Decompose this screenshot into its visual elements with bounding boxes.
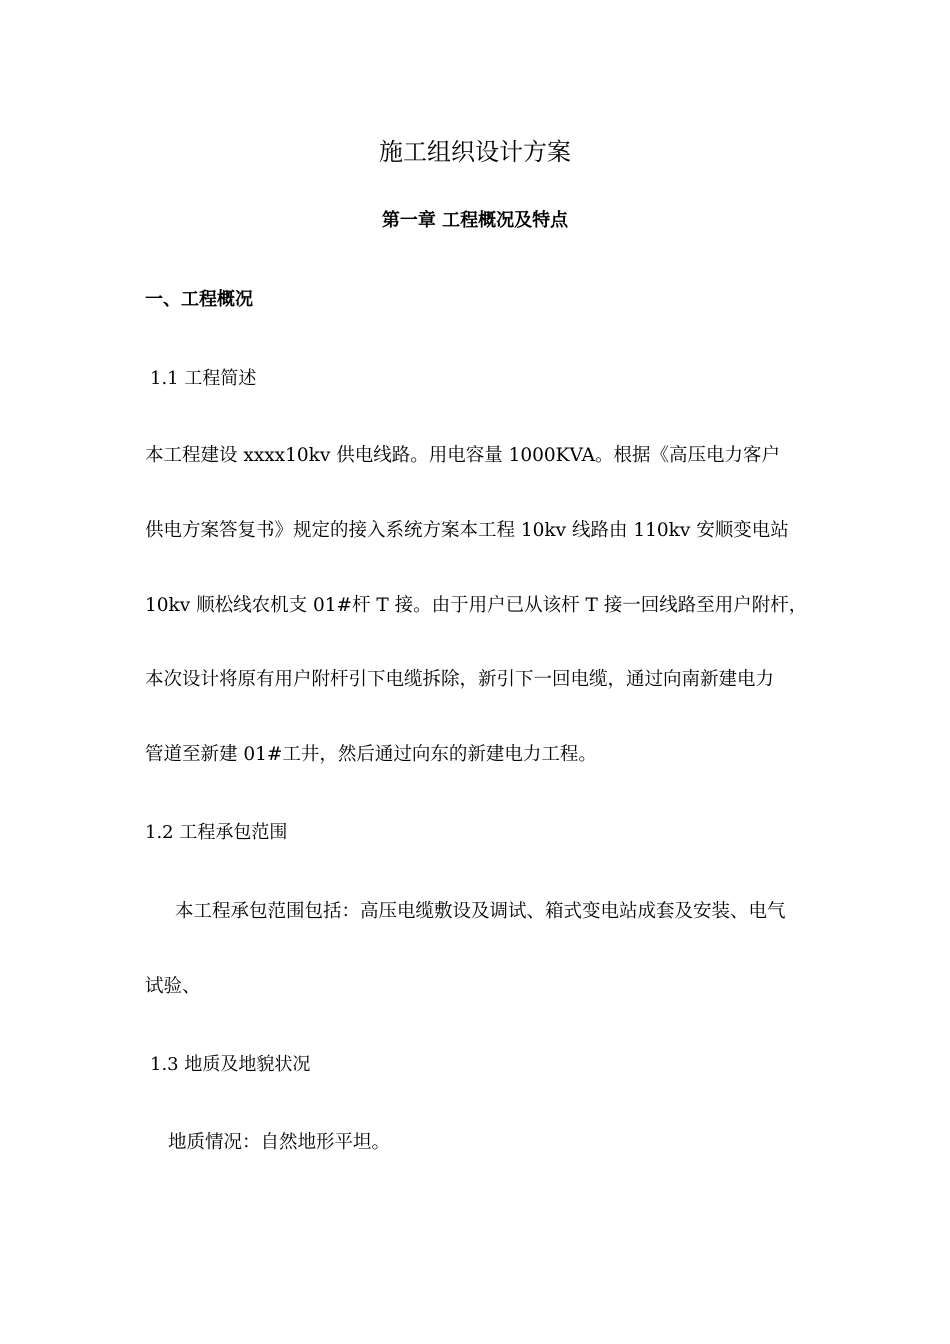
paragraph-line: 试验、 bbox=[145, 976, 201, 997]
paragraph-line: 10kv 顺松线农机支 01#杆 T 接。由于用户已从该杆 T 接一回线路至用户附杆， bbox=[145, 595, 808, 616]
paragraph-line: 管道至新建 01#工井，然后通过向东的新建电力工程。 bbox=[145, 744, 597, 765]
paragraph-line: 地质情况：自然地形平坦。 bbox=[168, 1132, 391, 1153]
subsection-heading-1-1: 1.1 工程简述 bbox=[150, 368, 257, 389]
paragraph-line: 本次设计将原有用户附杆引下电缆拆除，新引下一回电缆，通过向南新建电力 bbox=[145, 669, 775, 690]
subsection-heading-1-2: 1.2 工程承包范围 bbox=[145, 822, 288, 843]
paragraph-line: 本工程建设 xxxx10kv 供电线路。用电容量 1000KVA。根据《高压电力客户 bbox=[145, 445, 780, 466]
document-title: 施工组织设计方案 bbox=[379, 138, 571, 166]
paragraph-line: 供电方案答复书》规定的接入系统方案本工程 10kv 线路由 110kv 安顺变电站 bbox=[145, 520, 789, 541]
subsection-heading-1-3: 1.3 地质及地貌状况 bbox=[150, 1054, 311, 1075]
chapter-heading: 第一章 工程概况及特点 bbox=[381, 210, 569, 231]
section-heading: 一、工程概况 bbox=[145, 289, 253, 310]
paragraph-line: 本工程承包范围包括：高压电缆敷设及调试、箱式变电站成套及安装、电气 bbox=[175, 901, 786, 922]
